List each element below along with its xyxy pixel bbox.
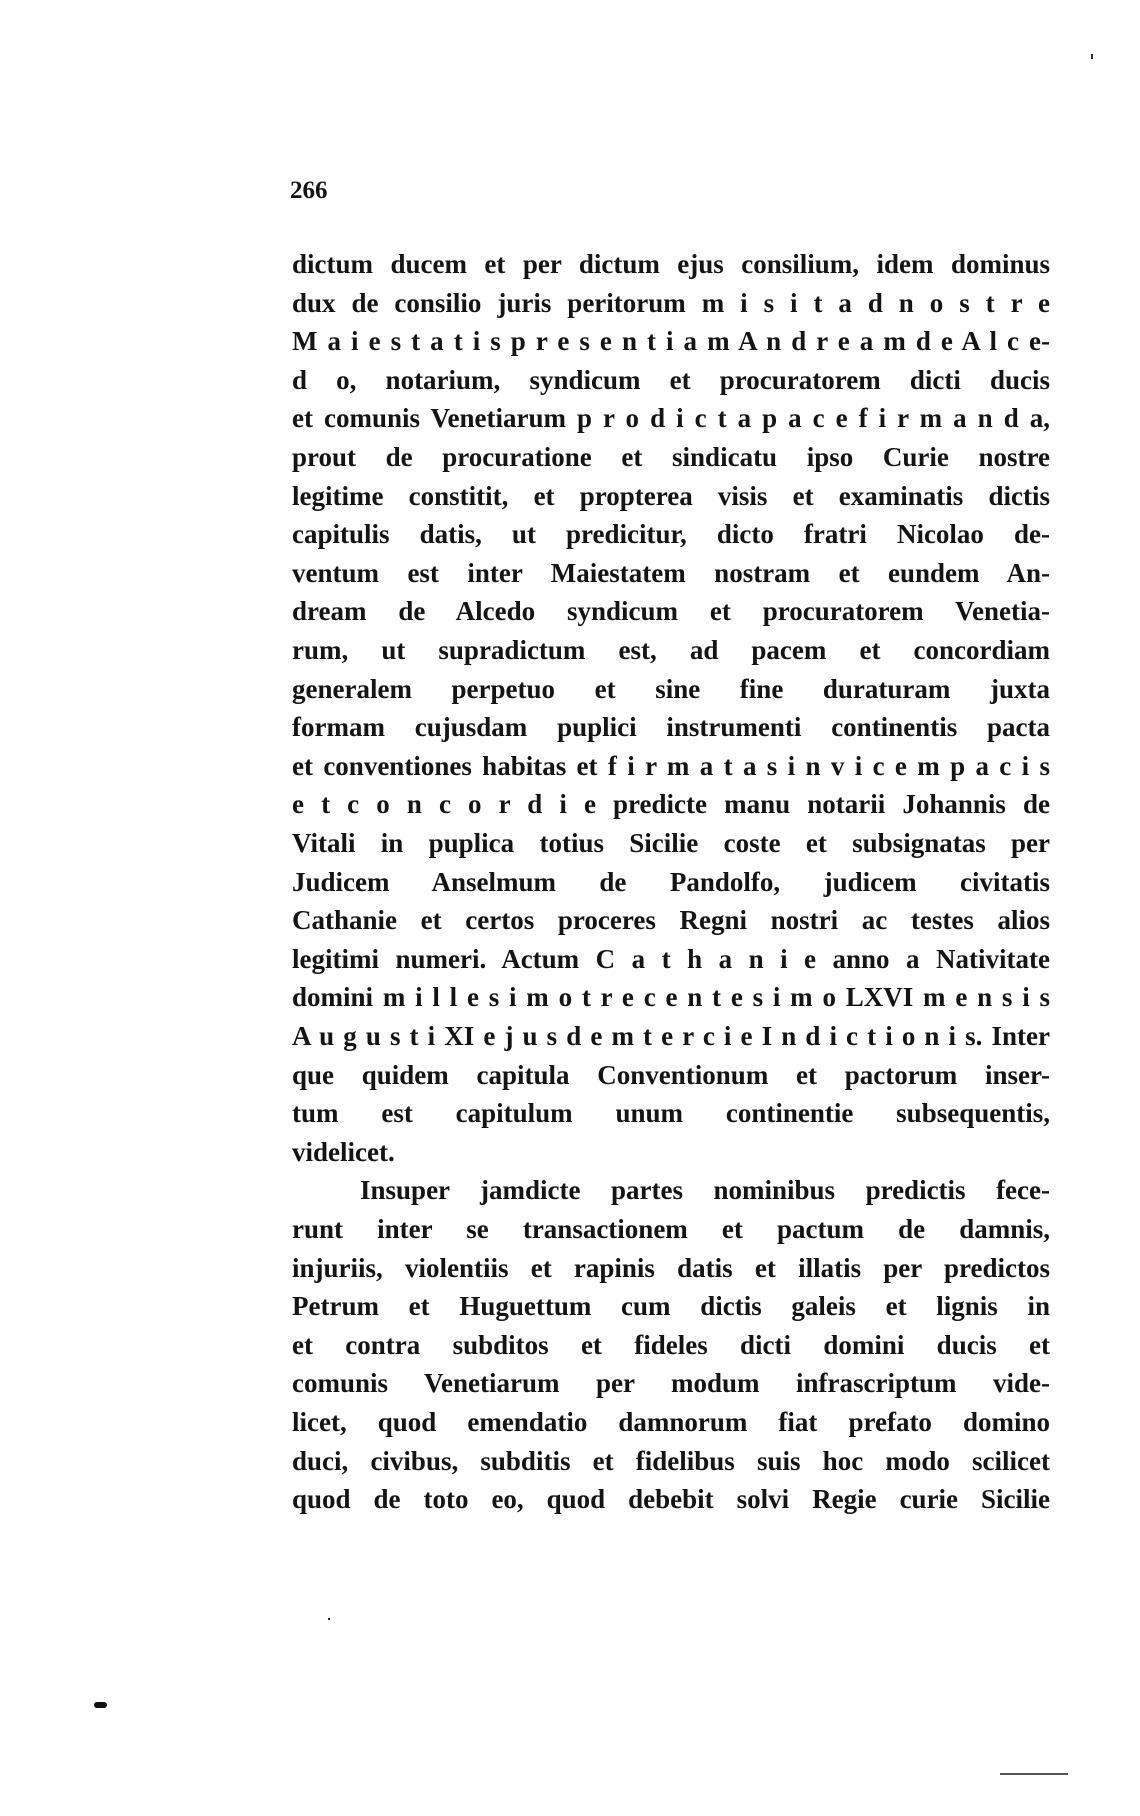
text-line: et contra subditos et fideles dicti domini ducis et <box>292 1329 1050 1360</box>
text-line: et comunis Venetiarum p r o d i c t a p a c e f i r m a n d a, <box>292 403 1050 434</box>
text-line: prout de procuratione et sindicatu ipso Curie nostre <box>292 442 1050 472</box>
text-line: que quidem capitula Conventionum et pactorum inser- <box>292 1059 1050 1090</box>
text-line: legitimi numeri. Actum C a t h a n i e anno a Nativitate <box>292 943 1050 974</box>
text-line: generalem perpetuo et sine fine duraturam juxta <box>292 673 1050 704</box>
text-line: Cathanie et certos proceres Regni nostri ac testes alios <box>292 905 1050 936</box>
text-line: licet, quod emendatio damnorum fiat prefato domino <box>292 1407 1050 1437</box>
scan-speck <box>1091 54 1093 59</box>
text-line: comunis Venetiarum per modum infrascriptum vide- <box>292 1368 1050 1399</box>
text-line: dictum ducem et per dictum ejus consilium, idem dominus <box>292 249 1050 279</box>
scan-speck <box>328 1618 330 1620</box>
text-line: runt inter se transactionem et pactum de damnis, <box>292 1214 1050 1244</box>
text-line: injuriis, violentiis et rapinis datis et illatis per predictos <box>292 1252 1050 1283</box>
text-line: ventum est inter Maiestatem nostram et eundem An- <box>292 557 1050 588</box>
text-line: quod de toto eo, quod debebit solvi Regie curie Sicilie <box>292 1484 1050 1515</box>
text-line: domini m i l l e s i m o t r e c e n t e s i m o LXVI m e n s i s <box>292 982 1050 1013</box>
text-line: M a i e s t a t i s p r e s e n t i a m A n d r e a m d e A l c e- <box>292 326 1050 357</box>
text-line: Judicem Anselmum de Pandolfo, judicem civitatis <box>292 866 1050 897</box>
text-line: d o, notarium, syndicum et procuratorem dicti ducis <box>292 364 1050 395</box>
text-line: Petrum et Huguettum cum dictis galeis et lignis in <box>292 1291 1050 1322</box>
page-number: 266 <box>290 177 328 204</box>
text-line: duci, civibus, subditis et fidelibus suis hoc modo scilicet <box>292 1445 1050 1476</box>
scan-speck <box>1000 1773 1068 1775</box>
text-line: Insuper jamdicte partes nominibus predictis fece- <box>360 1175 1050 1206</box>
scan-speck <box>94 1702 107 1708</box>
text-line: e t c o n c o r d i e predicte manu notarii Johannis de <box>292 789 1050 820</box>
text-line: A u g u s t i XI e j u s d e m t e r c i e I n d i c t i o n i s. Inter <box>292 1021 1050 1051</box>
text-line: rum, ut supradictum est, ad pacem et concordiam <box>292 635 1050 665</box>
text-line: dux de consilio juris peritorum m i s i t a d n o s t r e <box>292 287 1050 318</box>
text-line: dream de Alcedo syndicum et procuratorem Venetia- <box>292 596 1050 627</box>
text-line: legitime constitit, et propterea visis et examinatis dictis <box>292 480 1050 511</box>
text-line: Vitali in puplica totius Sicilie coste et subsignatas per <box>292 828 1050 858</box>
text-line: formam cujusdam puplici instrumenti continentis pacta <box>292 712 1050 743</box>
text-line: et conventiones habitas et f i r m a t a s i n v i c e m p a c i s <box>292 750 1050 781</box>
text-line: videlicet. <box>292 1136 395 1167</box>
text-line: capitulis datis, ut predicitur, dicto fratri Nicolao de- <box>292 519 1050 550</box>
text-line: tum est capitulum unum continentie subsequentis, <box>292 1098 1050 1129</box>
